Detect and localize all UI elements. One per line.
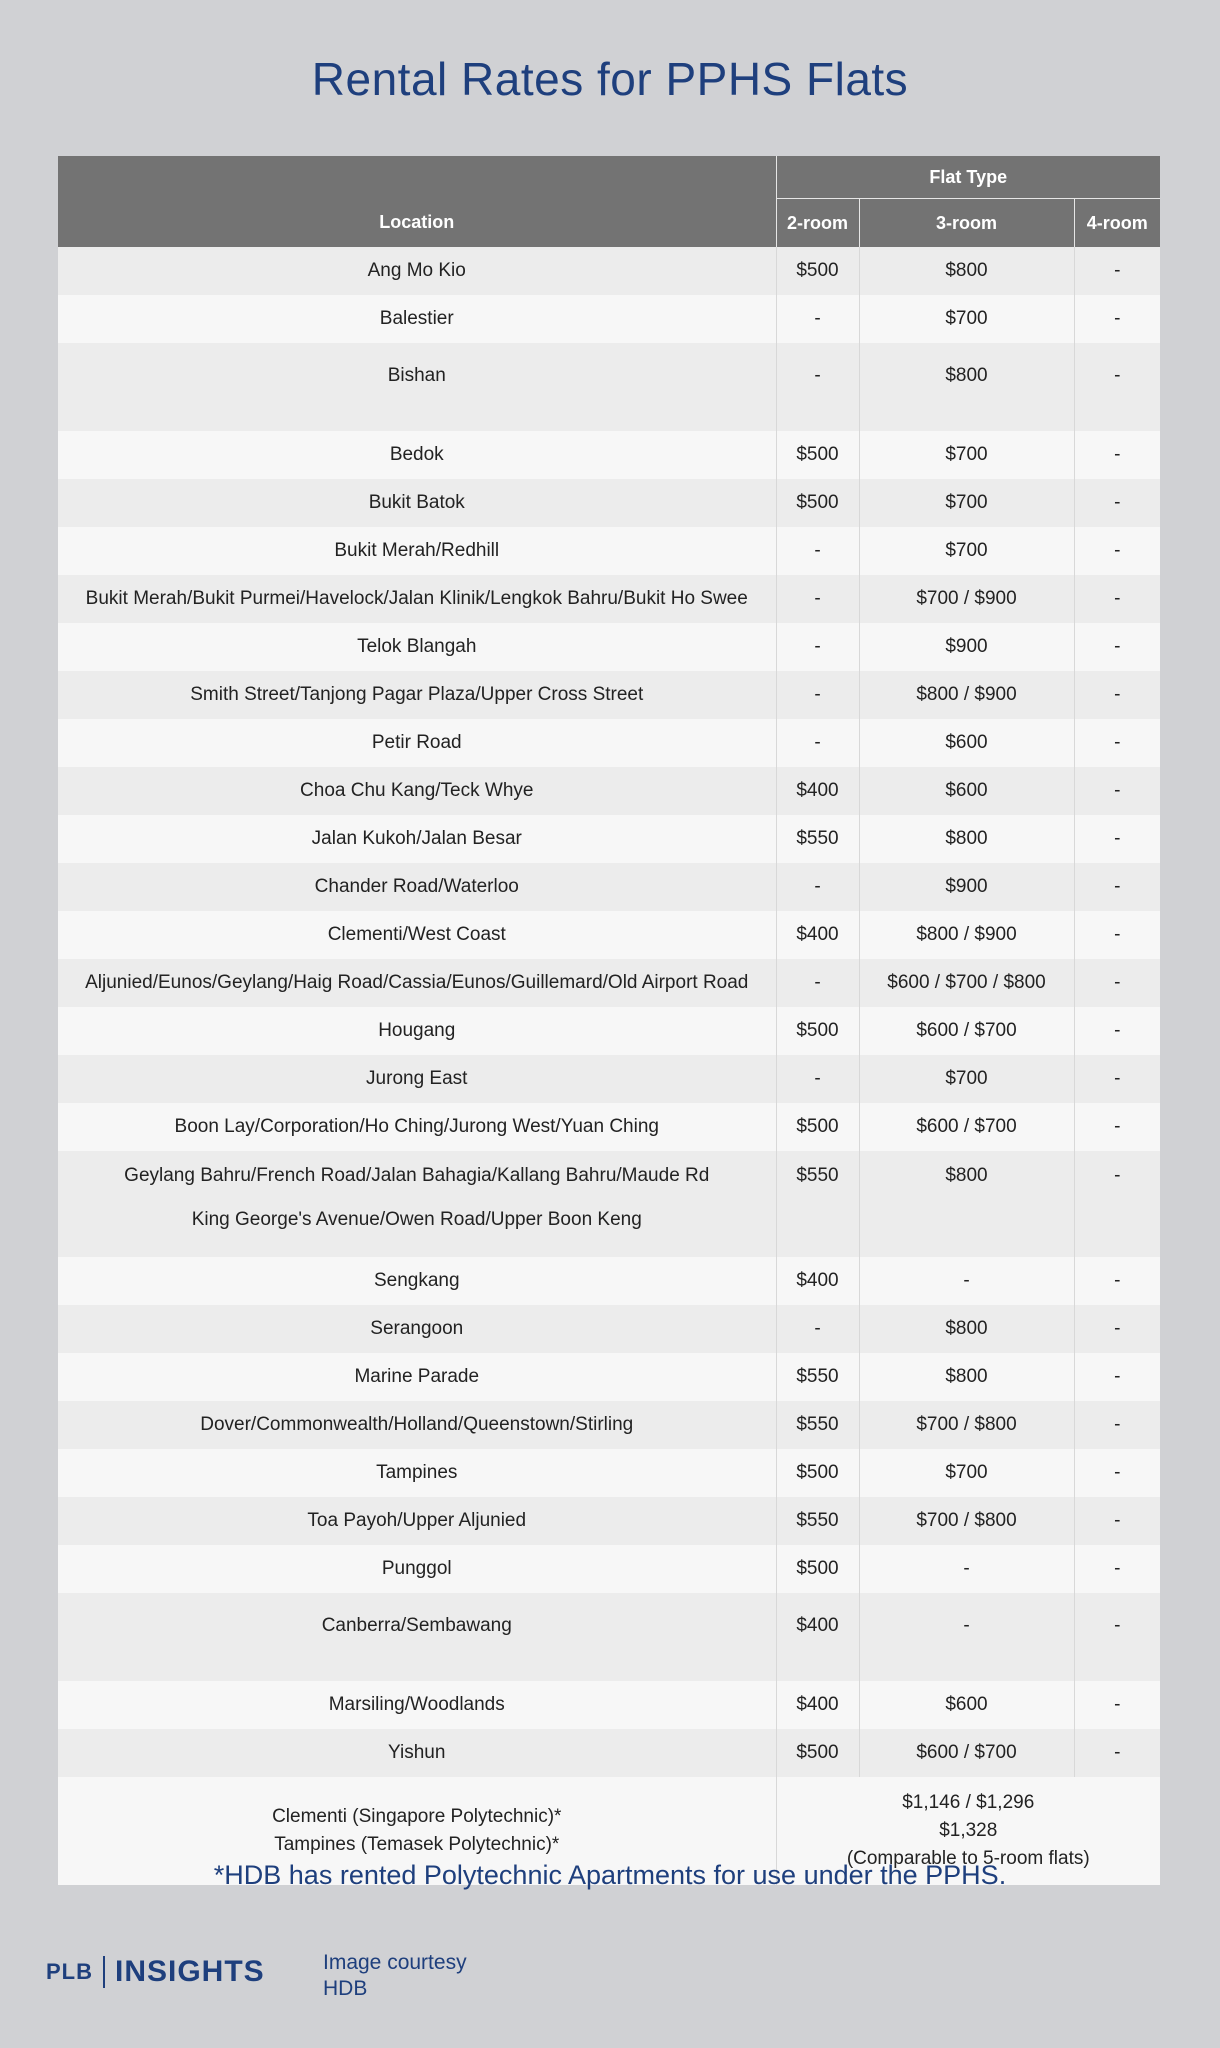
table-row (58, 623, 1160, 671)
table-row (58, 247, 1160, 295)
rate-2-room-cell: - (776, 959, 859, 1007)
rate-4-room-cell: - (1074, 1729, 1160, 1777)
table-row (58, 911, 1160, 959)
rate-3-room-cell: $600 / $700 (859, 1103, 1074, 1151)
rate-3-room-cell: $700 (859, 1055, 1074, 1103)
location-cell: Chander Road/Waterloo (58, 863, 776, 911)
rate-4-room-cell: - (1074, 959, 1160, 1007)
location-cell: Ang Mo Kio (58, 247, 776, 295)
location-cell: Dover/Commonwealth/Holland/Queenstown/Stirling (58, 1401, 776, 1449)
location-cell: Bukit Batok (58, 479, 776, 527)
location-cell: Balestier (58, 295, 776, 343)
rate-4-room-cell: - (1074, 671, 1160, 719)
rate-2-room-cell: - (776, 623, 859, 671)
table-row (58, 431, 1160, 479)
table-row (58, 1681, 1160, 1729)
rate-2-room-cell: $550 (776, 815, 859, 863)
rate-4-room-cell: - (1074, 479, 1160, 527)
rate-2-room-cell: $400 (776, 1593, 859, 1681)
rate-4-room-cell: - (1074, 623, 1160, 671)
location-cell (58, 1151, 776, 1257)
polytechnic-rate-2: $1,328 (939, 1820, 998, 1841)
table-row (58, 671, 1160, 719)
rate-3-room-cell: $600 (859, 719, 1074, 767)
location-cell: Aljunied/Eunos/Geylang/Haig Road/Cassia/Eunos/Guillemard/Old Airport Road (58, 959, 776, 1007)
rate-4-room-cell: - (1074, 1103, 1160, 1151)
rate-4-room-cell: - (1074, 575, 1160, 623)
table-row (58, 1449, 1160, 1497)
polytechnic-rate-3: (Comparable to 5-room flats) (846, 1848, 1090, 1869)
table-row (58, 767, 1160, 815)
rate-3-room-cell: $800 (859, 815, 1074, 863)
rate-3-room-cell: $800 / $900 (859, 911, 1074, 959)
rate-4-room-cell: - (1074, 431, 1160, 479)
header-3-room: 3-room (859, 199, 1074, 248)
rate-2-room-cell: $550 (776, 1401, 859, 1449)
table-row (58, 1151, 1160, 1257)
rate-4-room-cell: - (1074, 1055, 1160, 1103)
header-location: Location (58, 199, 776, 248)
rate-2-room-cell: $500 (776, 1007, 859, 1055)
plb-insights-logo (46, 1950, 265, 1994)
rate-2-room-cell: $550 (776, 1497, 859, 1545)
rate-4-room-cell: - (1074, 295, 1160, 343)
rate-3-room-cell: $600 (859, 1681, 1074, 1729)
rate-3-room-cell: $800 (859, 1353, 1074, 1401)
rate-4-room-cell: - (1074, 1007, 1160, 1055)
rate-3-room-cell: $600 / $700 / $800 (859, 959, 1074, 1007)
table-row (58, 1055, 1160, 1103)
rate-2-room-cell: $400 (776, 767, 859, 815)
table-row (58, 863, 1160, 911)
location-cell: Choa Chu Kang/Teck Whye (58, 767, 776, 815)
table-body (58, 247, 1160, 1885)
table-row (58, 1497, 1160, 1545)
rate-3-room-cell: - (859, 1593, 1074, 1681)
rate-3-room-cell: $900 (859, 623, 1074, 671)
credit-line-2: HDB (323, 1977, 368, 2000)
location-cell: Bishan (58, 343, 776, 431)
rate-4-room-cell: - (1074, 343, 1160, 431)
table-row (58, 1353, 1160, 1401)
location-cell: Jalan Kukoh/Jalan Besar (58, 815, 776, 863)
location-cell: Hougang (58, 1007, 776, 1055)
rate-2-room-cell: $550 (776, 1353, 859, 1401)
polytechnic-location-1: Clementi (Singapore Polytechnic)* (272, 1806, 562, 1827)
location-cell: Jurong East (58, 1055, 776, 1103)
rate-2-room-cell: $550 (776, 1151, 859, 1257)
rate-4-room-cell: - (1074, 1497, 1160, 1545)
rental-rates-table (58, 156, 1160, 1885)
rate-2-room-cell: - (776, 343, 859, 431)
rate-3-room-cell: - (859, 1545, 1074, 1593)
rate-4-room-cell: - (1074, 815, 1160, 863)
rate-2-room-cell: $500 (776, 1103, 859, 1151)
rate-2-room-cell: - (776, 671, 859, 719)
rate-3-room-cell: $700 / $900 (859, 575, 1074, 623)
footnote: *HDB has rented Polytechnic Apartments for use under the PPHS. (213, 1860, 1007, 1890)
rate-2-room-cell: $500 (776, 431, 859, 479)
location-cell: Serangoon (58, 1305, 776, 1353)
rate-4-room-cell: - (1074, 911, 1160, 959)
rate-4-room-cell: - (1074, 1353, 1160, 1401)
rate-4-room-cell: - (1074, 1681, 1160, 1729)
location-cell: Toa Payoh/Upper Aljunied (58, 1497, 776, 1545)
rate-2-room-cell: $500 (776, 1449, 859, 1497)
polytechnic-location-2: Tampines (Temasek Polytechnic)* (274, 1834, 560, 1855)
rate-2-room-cell: $400 (776, 911, 859, 959)
rate-2-room-cell: $500 (776, 247, 859, 295)
rate-4-room-cell: - (1074, 863, 1160, 911)
table-row (58, 1007, 1160, 1055)
table-row (58, 575, 1160, 623)
location-cell: Yishun (58, 1729, 776, 1777)
location-cell: Boon Lay/Corporation/Ho Ching/Jurong West/Yuan Ching (58, 1103, 776, 1151)
location-cell: Petir Road (58, 719, 776, 767)
location-cell: Bedok (58, 431, 776, 479)
table-row (58, 295, 1160, 343)
image-credit (323, 1950, 467, 2002)
logo-plb: PLB (46, 1959, 93, 1984)
rate-3-room-cell: $700 (859, 295, 1074, 343)
rate-3-room-cell: $600 / $700 (859, 1729, 1074, 1777)
rate-2-room-cell: $500 (776, 1545, 859, 1593)
location-cell: Punggol (58, 1545, 776, 1593)
header-4-room: 4-room (1074, 199, 1160, 248)
location-cell: Clementi/West Coast (58, 911, 776, 959)
rate-2-room-cell: - (776, 863, 859, 911)
header-2-room: 2-room (776, 199, 859, 248)
rate-3-room-cell: $800 (859, 1151, 1074, 1257)
table-row (58, 479, 1160, 527)
rate-2-room-cell: $500 (776, 479, 859, 527)
location-cell: Marine Parade (58, 1353, 776, 1401)
rate-3-room-cell: - (859, 1257, 1074, 1305)
rate-2-room-cell: - (776, 1305, 859, 1353)
location-cell: Bukit Merah/Bukit Purmei/Havelock/Jalan Klinik/Lengkok Bahru/Bukit Ho Swee (58, 575, 776, 623)
rate-3-room-cell: $700 (859, 527, 1074, 575)
rate-3-room-cell: $900 (859, 863, 1074, 911)
location-cell: Marsiling/Woodlands (58, 1681, 776, 1729)
rate-4-room-cell: - (1074, 1151, 1160, 1257)
table-row (58, 1257, 1160, 1305)
rate-3-room-cell: $700 (859, 431, 1074, 479)
table-row (58, 527, 1160, 575)
location-cell: Tampines (58, 1449, 776, 1497)
rate-4-room-cell: - (1074, 247, 1160, 295)
rate-3-room-cell: $600 (859, 767, 1074, 815)
header-spacer (58, 156, 776, 199)
rate-2-room-cell: $400 (776, 1681, 859, 1729)
rate-3-room-cell: $700 (859, 479, 1074, 527)
rate-4-room-cell: - (1074, 1401, 1160, 1449)
location-line-2: King George's Avenue/Owen Road/Upper Boon Keng (191, 1209, 642, 1230)
rate-2-room-cell: - (776, 295, 859, 343)
location-line-1: Geylang Bahru/French Road/Jalan Bahagia/Kallang Bahru/Maude Rd (124, 1165, 710, 1186)
rate-4-room-cell: - (1074, 767, 1160, 815)
table-row (58, 343, 1160, 431)
location-cell: Sengkang (58, 1257, 776, 1305)
rate-4-room-cell: - (1074, 1449, 1160, 1497)
rate-3-room-cell: $800 / $900 (859, 671, 1074, 719)
rate-4-room-cell: - (1074, 1305, 1160, 1353)
rate-3-room-cell: $800 (859, 247, 1074, 295)
rate-2-room-cell: - (776, 719, 859, 767)
table-row (58, 1729, 1160, 1777)
rate-3-room-cell: $700 / $800 (859, 1497, 1074, 1545)
location-cell: Smith Street/Tanjong Pagar Plaza/Upper Cross Street (58, 671, 776, 719)
header-flat-type: Flat Type (776, 156, 1160, 199)
table-row (58, 1593, 1160, 1681)
page-title: Rental Rates for PPHS Flats (311, 53, 909, 105)
table-row (58, 815, 1160, 863)
rate-2-room-cell: $500 (776, 1729, 859, 1777)
rate-3-room-cell: $800 (859, 1305, 1074, 1353)
table-row (58, 1401, 1160, 1449)
table-row (58, 1545, 1160, 1593)
rate-3-room-cell: $700 / $800 (859, 1401, 1074, 1449)
rate-2-room-cell: - (776, 1055, 859, 1103)
table-row (58, 1103, 1160, 1151)
rate-4-room-cell: - (1074, 1545, 1160, 1593)
logo-insights: INSIGHTS (115, 1955, 265, 1988)
rate-4-room-cell: - (1074, 719, 1160, 767)
location-cell: Bukit Merah/Redhill (58, 527, 776, 575)
rate-3-room-cell: $700 (859, 1449, 1074, 1497)
rate-4-room-cell: - (1074, 527, 1160, 575)
rate-2-room-cell: $400 (776, 1257, 859, 1305)
rate-3-room-cell: $600 / $700 (859, 1007, 1074, 1055)
rate-2-room-cell: - (776, 575, 859, 623)
table-row (58, 719, 1160, 767)
logo-divider (103, 1956, 105, 1988)
credit-line-1: Image courtesy (323, 1951, 467, 1974)
table-row (58, 1305, 1160, 1353)
rate-3-room-cell: $800 (859, 343, 1074, 431)
polytechnic-rate-1: $1,146 / $1,296 (902, 1792, 1035, 1813)
rate-4-room-cell: - (1074, 1257, 1160, 1305)
rate-4-room-cell: - (1074, 1593, 1160, 1681)
location-cell: Telok Blangah (58, 623, 776, 671)
rate-2-room-cell: - (776, 527, 859, 575)
location-cell: Canberra/Sembawang (58, 1593, 776, 1681)
table-row (58, 959, 1160, 1007)
